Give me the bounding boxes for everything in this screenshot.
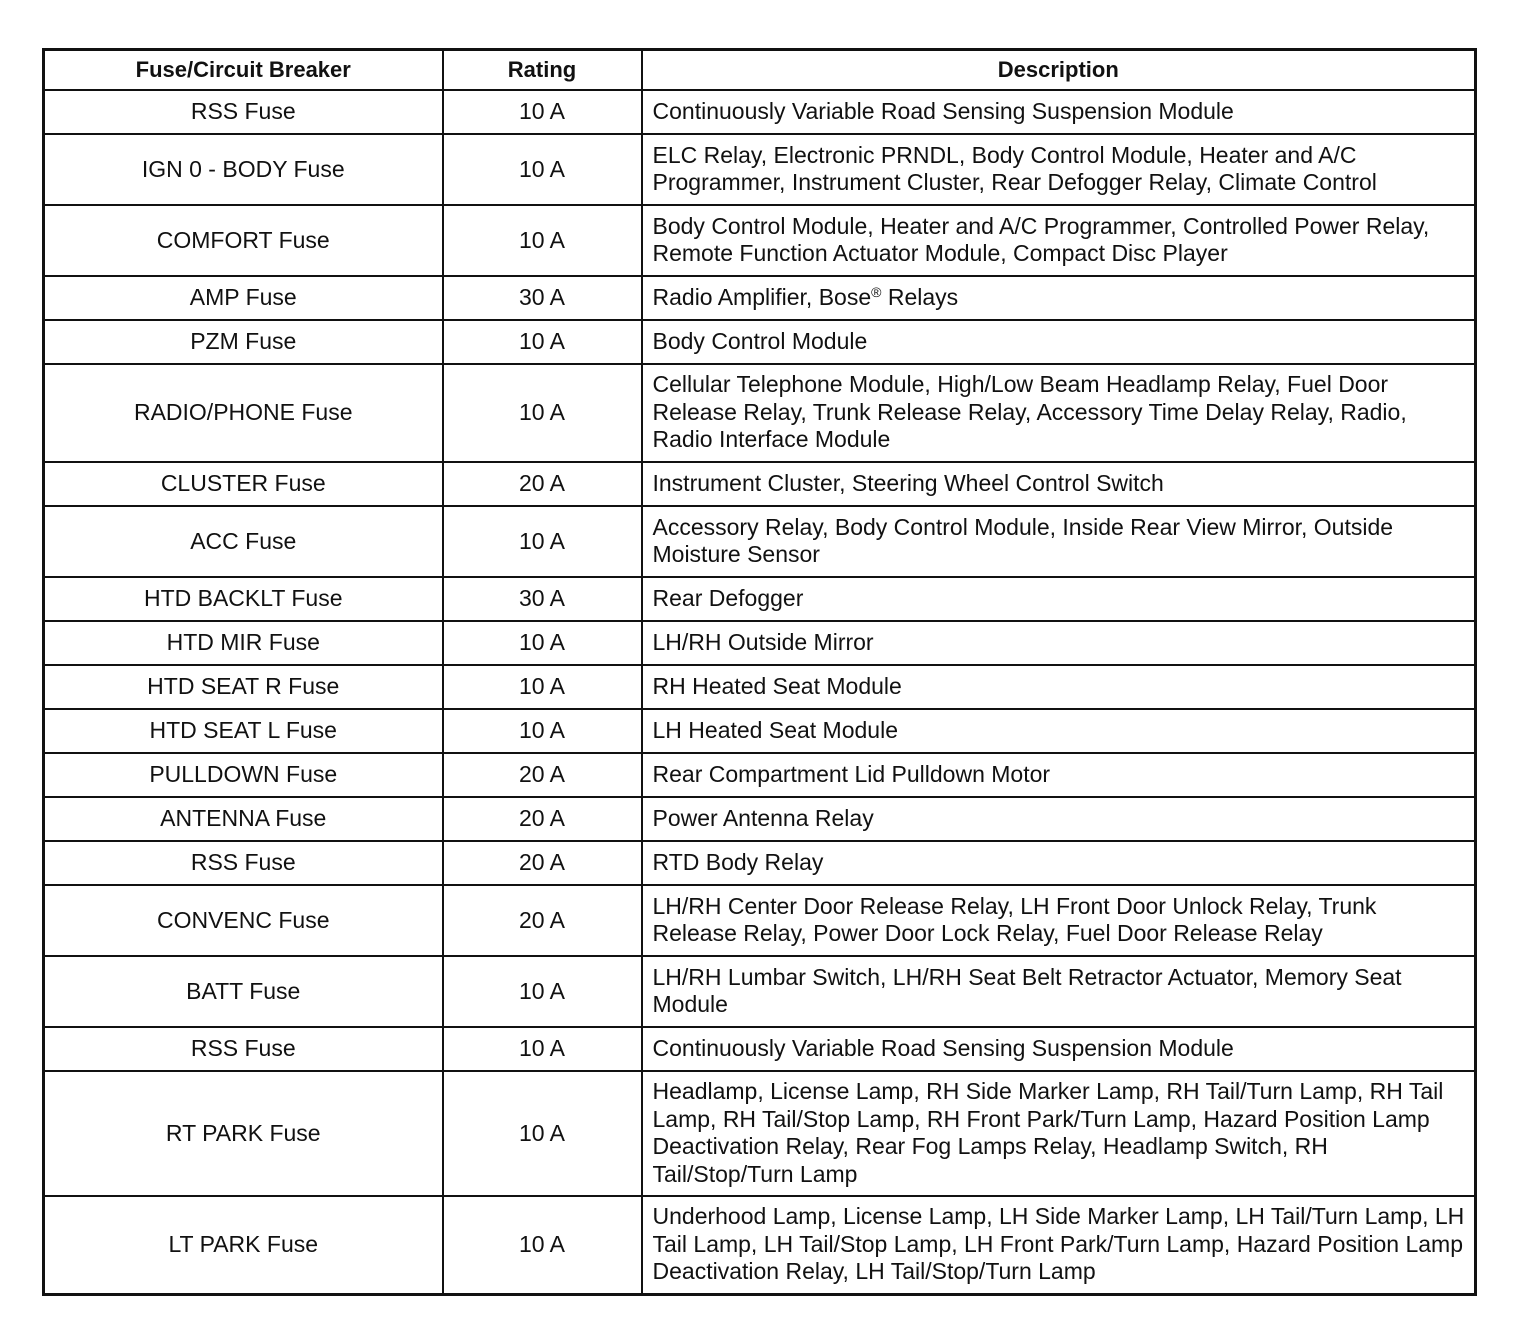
table-row (44, 320, 1476, 364)
description-cell: Instrument Cluster, Steering Wheel Control Switch (642, 462, 1476, 506)
description-cell: LH/RH Lumbar Switch, LH/RH Seat Belt Retractor Actuator, Memory Seat Module (642, 956, 1476, 1027)
fuse-cell: COMFORT Fuse (44, 205, 443, 276)
fuse-cell: IGN 0 - BODY Fuse (44, 134, 443, 205)
table-row (44, 841, 1476, 885)
registered-mark: ® (871, 283, 882, 300)
rating-cell: 10 A (443, 506, 642, 577)
table-row (44, 462, 1476, 506)
fuse-cell: PZM Fuse (44, 320, 443, 364)
description-cell: Headlamp, License Lamp, RH Side Marker Lamp, RH Tail/Turn Lamp, RH Tail Lamp, RH Tail/Stop Lamp, RH Front Park/Turn Lamp, Hazard Position Lamp Deactivation Relay, Rear Fog Lamps Relay, Headlamp Switch, RH Tail/Stop/Turn Lamp (642, 1071, 1476, 1196)
table-row (44, 506, 1476, 577)
rating-cell: 20 A (443, 462, 642, 506)
table-row (44, 1196, 1476, 1294)
rating-cell: 10 A (443, 205, 642, 276)
fuse-cell: RSS Fuse (44, 90, 443, 134)
rating-cell: 10 A (443, 364, 642, 462)
description-cell: Underhood Lamp, License Lamp, LH Side Marker Lamp, LH Tail/Turn Lamp, LH Tail Lamp, LH Tail/Stop Lamp, LH Front Park/Turn Lamp, Hazard Position Lamp Deactivation Relay, LH Tail/Stop/Turn Lamp (642, 1196, 1476, 1294)
rating-cell: 10 A (443, 665, 642, 709)
fuse-cell: HTD SEAT L Fuse (44, 709, 443, 753)
fuse-cell: RT PARK Fuse (44, 1071, 443, 1196)
table-row (44, 885, 1476, 956)
description-text: Radio Amplifier, Bose (652, 283, 872, 310)
fuse-cell: AMP Fuse (44, 276, 443, 320)
table-header (44, 50, 1476, 91)
rating-cell: 20 A (443, 885, 642, 956)
table-row (44, 665, 1476, 709)
description-cell: RH Heated Seat Module (642, 665, 1476, 709)
table-row (44, 1027, 1476, 1071)
table-row (44, 621, 1476, 665)
description-cell: LH Heated Seat Module (642, 709, 1476, 753)
description-cell: LH/RH Center Door Release Relay, LH Front Door Unlock Relay, Trunk Release Relay, Power Door Lock Relay, Fuel Door Release Relay (642, 885, 1476, 956)
rating-cell: 20 A (443, 841, 642, 885)
table-row (44, 753, 1476, 797)
rating-cell: 10 A (443, 956, 642, 1027)
description-cell: Accessory Relay, Body Control Module, Inside Rear View Mirror, Outside Moisture Sensor (642, 506, 1476, 577)
header-fuse: Fuse/Circuit Breaker (44, 50, 443, 91)
fuse-cell: HTD BACKLT Fuse (44, 577, 443, 621)
description-text: Relays (881, 283, 959, 310)
table-row (44, 956, 1476, 1027)
rating-cell: 30 A (443, 577, 642, 621)
description-cell: Body Control Module, Heater and A/C Programmer, Controlled Power Relay, Remote Function Actuator Module, Compact Disc Player (642, 205, 1476, 276)
description-cell: Rear Defogger (642, 577, 1476, 621)
rating-cell: 20 A (443, 753, 642, 797)
rating-cell: 10 A (443, 709, 642, 753)
fuse-cell: LT PARK Fuse (44, 1196, 443, 1294)
fuse-cell: CONVENC Fuse (44, 885, 443, 956)
table-row (44, 364, 1476, 462)
rating-cell: 10 A (443, 90, 642, 134)
header-rating: Rating (443, 50, 642, 91)
rating-cell: 10 A (443, 134, 642, 205)
fuse-cell: ANTENNA Fuse (44, 797, 443, 841)
table-row (44, 1071, 1476, 1196)
table-row (44, 90, 1476, 134)
rating-cell: 20 A (443, 797, 642, 841)
fuse-cell: HTD SEAT R Fuse (44, 665, 443, 709)
header-description: Description (642, 50, 1476, 91)
description-cell: LH/RH Outside Mirror (642, 621, 1476, 665)
fuse-cell: PULLDOWN Fuse (44, 753, 443, 797)
fuse-table (42, 48, 1477, 1296)
rating-cell: 30 A (443, 276, 642, 320)
header-row (44, 50, 1476, 91)
table-row (44, 797, 1476, 841)
table-body (44, 90, 1476, 1294)
fuse-cell: BATT Fuse (44, 956, 443, 1027)
rating-cell: 10 A (443, 621, 642, 665)
fuse-cell: RADIO/PHONE Fuse (44, 364, 443, 462)
table-row (44, 577, 1476, 621)
table-row (44, 134, 1476, 205)
rating-cell: 10 A (443, 1027, 642, 1071)
table-row (44, 205, 1476, 276)
description-cell: Body Control Module (642, 320, 1476, 364)
fuse-cell: RSS Fuse (44, 1027, 443, 1071)
table-row (44, 276, 1476, 320)
description-cell: Continuously Variable Road Sensing Suspension Module (642, 90, 1476, 134)
rating-cell: 10 A (443, 320, 642, 364)
fuse-cell: HTD MIR Fuse (44, 621, 443, 665)
rating-cell: 10 A (443, 1071, 642, 1196)
description-cell: Cellular Telephone Module, High/Low Beam Headlamp Relay, Fuel Door Release Relay, Trunk Release Relay, Accessory Time Delay Relay, Radio, Radio Interface Module (642, 364, 1476, 462)
description-cell: Power Antenna Relay (642, 797, 1476, 841)
description-cell: Rear Compartment Lid Pulldown Motor (642, 753, 1476, 797)
fuse-cell: CLUSTER Fuse (44, 462, 443, 506)
description-cell: RTD Body Relay (642, 841, 1476, 885)
description-cell: Continuously Variable Road Sensing Suspension Module (642, 1027, 1476, 1071)
fuse-cell: ACC Fuse (44, 506, 443, 577)
table-row (44, 709, 1476, 753)
rating-cell: 10 A (443, 1196, 642, 1294)
description-cell: ELC Relay, Electronic PRNDL, Body Control Module, Heater and A/C Programmer, Instrument Cluster, Rear Defogger Relay, Climate Control (642, 134, 1476, 205)
fuse-cell: RSS Fuse (44, 841, 443, 885)
description-cell (642, 276, 1476, 320)
